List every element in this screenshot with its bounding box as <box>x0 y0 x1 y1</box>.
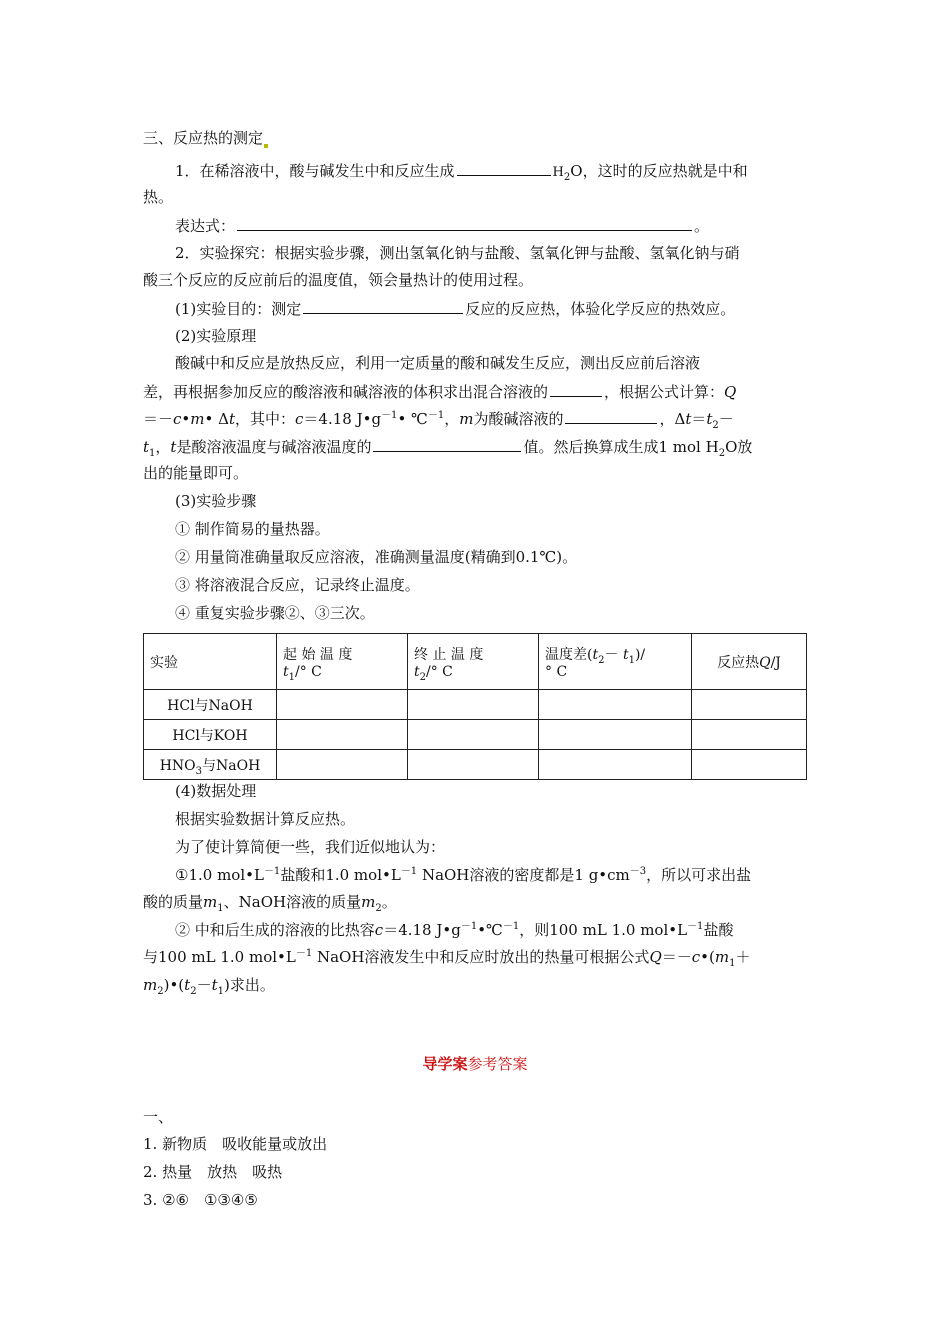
processing-heading: (4)数据处理 <box>175 782 257 800</box>
row-label-hno3-naoh: $HNO_3$与NaOH <box>144 750 277 780</box>
para-2-line-1: 2．实验探究：根据实验步骤，测出氢氧化钠与盐酸、氢氧化钾与盐酸、氢氧化钠与硝 <box>175 244 740 262</box>
principle-line-2: 差，再根据参加反应的酸溶液和碱溶液的体积求出混合溶液的 ，根据公式计算：Q <box>143 383 737 401</box>
answer-key-title: 导学案参考答案 <box>422 1055 528 1073</box>
cell <box>408 750 539 780</box>
header-temp-diff: 温度差$(t_2- t_1)/$ ° C <box>539 634 692 690</box>
header-reaction-heat: 反应热Q/J <box>692 634 807 690</box>
cell <box>692 690 807 720</box>
assumption-2-line-2: 与100 mL 1.0 $mol•L^{-1}$ NaOH溶液发生中和反应时放出的热量可根据公式$Q=-c•(m_1+$ <box>143 948 751 969</box>
step-2: ② 用量筒准确量取反应溶液，准确测量温度(精确到0.1℃)。 <box>175 548 578 566</box>
blank-expression <box>237 215 692 231</box>
para-1-line-1: 1．在稀溶液中，酸与碱发生中和反应生成 $H_2O$，这时的反应热就是中和 <box>175 162 748 183</box>
table-header-row <box>144 634 807 690</box>
data-table <box>143 633 807 780</box>
step-3: ③ 将溶液混合反应，记录终止温度。 <box>175 576 420 594</box>
para-1-line-2: 热。 <box>143 188 174 206</box>
blank-average <box>373 436 521 452</box>
cell <box>539 750 692 780</box>
purpose-line: (1)实验目的：测定 反应的反应热，体验化学反应的热效应。 <box>175 300 736 318</box>
assumption-2-line-3: $m_2)•(t_2-t_1)$求出。 <box>143 976 275 997</box>
cell <box>692 750 807 780</box>
cell <box>277 690 408 720</box>
blank-mass-sum <box>565 408 657 424</box>
header-experiment: 实验 <box>144 634 277 690</box>
assumption-1-line-2: 酸的质量$m_1$、NaOH溶液的质量$m_2$。 <box>143 893 397 914</box>
answer-2: 2. 热量 放热 吸热 <box>143 1163 283 1181</box>
header-end-temp: 终 止 温 度 $t_2/^\circ$ C <box>408 634 539 690</box>
cell <box>692 720 807 750</box>
cell <box>539 690 692 720</box>
cell <box>408 690 539 720</box>
principle-line-4: $t_1$，t是酸溶液温度与碱溶液温度的 值。然后换算成生成1 mol $H_2O$放 <box>143 438 753 459</box>
processing-line-2: 为了使计算简便一些，我们近似地认为： <box>175 838 446 856</box>
step-1: ① 制作简易的量热器。 <box>175 520 330 538</box>
para-2-line-2: 酸三个反应的反应前后的温度值，领会量热计的使用过程。 <box>143 271 534 289</box>
principle-line-5: 出的能量即可。 <box>143 464 249 482</box>
table-row <box>144 690 807 720</box>
blank-mass <box>550 381 602 397</box>
expression-line: 表达式： 。 <box>175 217 710 235</box>
table-row <box>144 750 807 780</box>
table-row <box>144 720 807 750</box>
answer-3: 3. ②⑥ ①③④⑤ <box>143 1191 258 1209</box>
step-4: ④ 重复实验步骤②、③三次。 <box>175 604 375 622</box>
section-heading: 三、反应热的测定 <box>143 128 268 148</box>
assumption-2-line-1: ② 中和后生成的溶液的比热容c＝4.18 $J•g^{-1}•℃^{-1}$，则100 mL 1.0 $mol•L^{-1}$盐酸 <box>175 921 734 939</box>
cell <box>277 750 408 780</box>
processing-line-1: 根据实验数据计算反应热。 <box>175 810 356 828</box>
cell <box>277 720 408 750</box>
answer-1: 1. 新物质 吸收能量或放出 <box>143 1135 328 1153</box>
steps-heading: (3)实验步骤 <box>175 492 257 510</box>
row-label-hcl-naoh: HCl与NaOH <box>144 690 277 720</box>
answer-section-one: 一、 <box>143 1108 174 1126</box>
principle-line-1: 酸碱中和反应是放热反应，利用一定质量的酸和碱发生反应，测出反应前后溶液 <box>175 354 701 372</box>
blank-purpose <box>303 298 463 314</box>
principle-line-3: ＝－c•m• Δt，其中：c＝4.18 $J•g^{-1}•$ ℃$^{-1}$，m为酸碱溶液的 ，$\Delta t=t_2-$ <box>143 410 734 431</box>
cell <box>408 720 539 750</box>
header-start-temp: 起 始 温 度 $t_1/^\circ$ C <box>277 634 408 690</box>
blank-new-water <box>457 160 551 176</box>
principle-heading: (2)实验原理 <box>175 327 257 345</box>
row-label-hcl-koh: HCl与KOH <box>144 720 277 750</box>
cell <box>539 720 692 750</box>
assumption-1-line-1: ①1.0 $mol•L^{-1}$盐酸和1.0 $mol•L^{-1}$ NaOH溶液的密度都是1 $g•cm^{-3}$，所以可求出盐 <box>175 866 752 884</box>
